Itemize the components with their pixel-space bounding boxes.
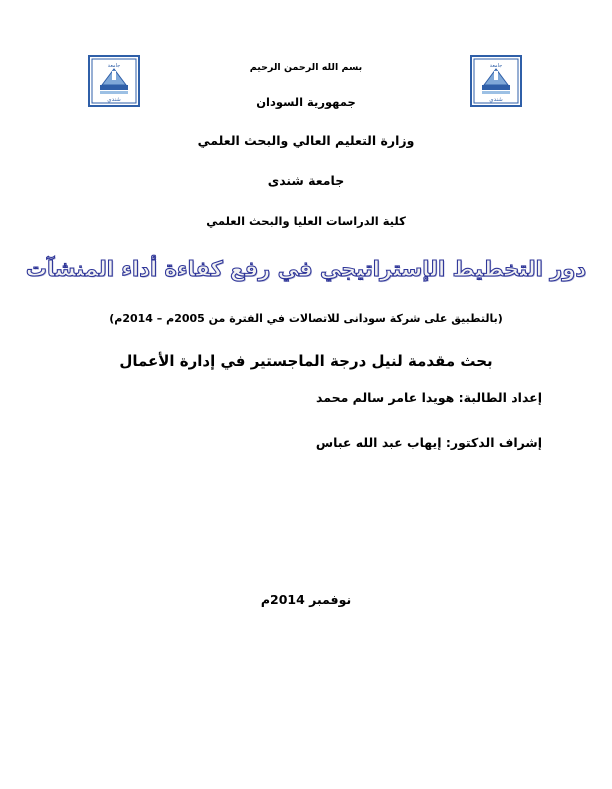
- svg-text:جامعة: جامعة: [107, 63, 121, 69]
- svg-text:شندي: شندي: [489, 97, 503, 103]
- thesis-subtitle: (بالتطبيق على شركة سودانى للاتصالات في الفترة من 2005م – 2014م): [109, 312, 503, 326]
- degree-statement: بحث مقدمة لنيل درجة الماجستير في إدارة الأعمال: [119, 352, 493, 371]
- title-page-header: [0, 62, 612, 380]
- country-name: جمهورية السودان: [256, 95, 356, 109]
- publication-date: نوفمبر 2014م: [260, 592, 352, 607]
- university-name: جامعة شندى: [267, 173, 345, 188]
- thesis-title: دور التخطيط الإستراتيجي في رفع كفاءة أداء المنشآت: [25, 257, 587, 281]
- college-name: كلية الدراسات العليا والبحث العلمي: [206, 214, 406, 228]
- svg-text:شندي: شندي: [107, 97, 121, 103]
- supervisor-line: إشراف الدكتور: إيهاب عبد الله عباس: [315, 435, 542, 450]
- svg-text:جامعة: جامعة: [489, 63, 503, 69]
- student-line: إعداد الطالبة: هويدا عامر سالم محمد: [315, 390, 542, 405]
- basmala-text: بسم الله الرحمن الرحيم: [249, 62, 363, 73]
- ministry-name: وزارة التعليم العالي والبحث العلمي: [197, 133, 415, 148]
